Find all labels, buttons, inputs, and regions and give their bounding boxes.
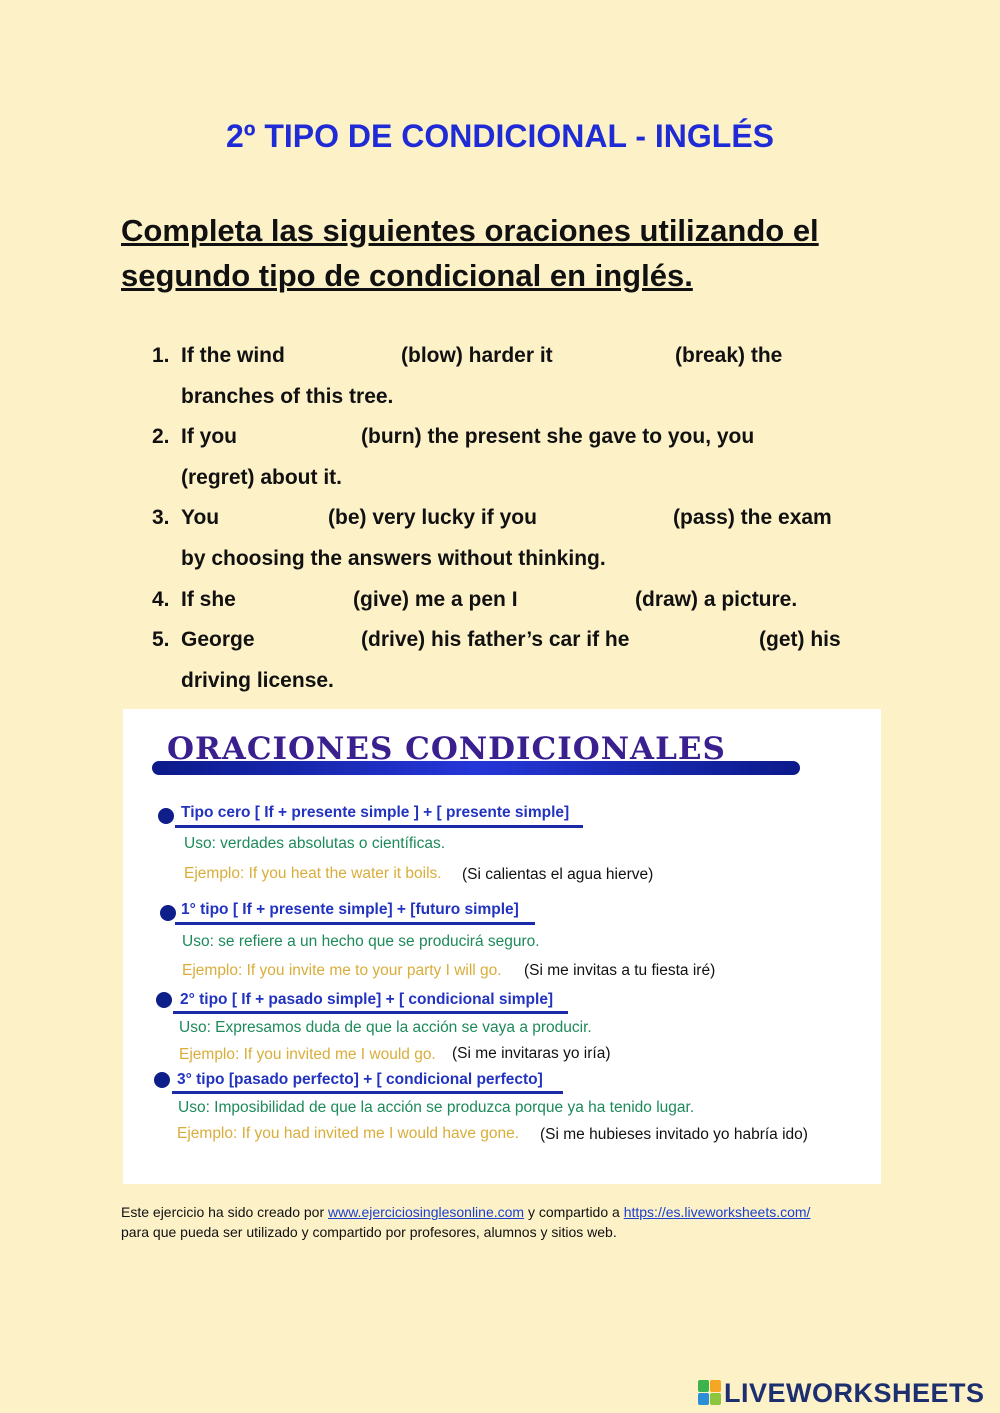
type-example: Ejemplo: If you invite me to your party I will go. xyxy=(182,962,502,979)
exercise-text: If she xyxy=(181,587,236,611)
exercise-number: 1. xyxy=(152,344,170,367)
bullet-icon xyxy=(156,992,172,1008)
type-example: Ejemplo: If you heat the water it boils. xyxy=(184,865,442,882)
bullet-icon xyxy=(154,1072,170,1088)
instruction-text: Completa las siguientes oraciones utilizando el segundo tipo de condicional en inglés. xyxy=(121,213,819,293)
type-label: 2° tipo [ If + pasado simple] + [ condicional simple] xyxy=(180,991,554,1008)
exercise-number: 2. xyxy=(152,425,170,449)
exercise-item-1 xyxy=(152,336,872,417)
label-underline xyxy=(175,825,583,828)
exercise-text: (be) very lucky if you xyxy=(328,506,537,530)
exercise-text: (blow) harder it xyxy=(401,344,553,367)
type-example: Ejemplo: If you had invited me I would have gone. xyxy=(177,1125,520,1142)
conditionals-reference-panel xyxy=(123,709,881,1184)
ejerciciosingles-link[interactable]: www.ejerciciosinglesonline.com xyxy=(328,1204,525,1220)
type-translation: (Si me invitas a tu fiesta iré) xyxy=(524,962,716,979)
exercise-text: (get) his xyxy=(759,628,841,652)
exercise-item-2 xyxy=(152,417,872,498)
exercise-number: 5. xyxy=(152,628,170,652)
exercise-text: driving license. xyxy=(181,668,334,692)
exercise-text: (give) me a pen I xyxy=(353,587,518,611)
exercise-text: If you xyxy=(181,425,237,449)
liveworksheets-wordmark: LIVEWORKSHEETS xyxy=(724,1377,985,1408)
type-translation: (Si me hubieses invitado yo habría ido) xyxy=(540,1126,808,1143)
exercise-text: by choosing the answers without thinking. xyxy=(181,546,606,570)
footer-credits xyxy=(121,1202,921,1242)
exercise-item-3 xyxy=(152,498,872,579)
exercise-text: George xyxy=(181,628,255,652)
exercise-text: (break) the xyxy=(675,344,783,367)
label-underline xyxy=(175,922,535,925)
type-usage: Uso: Expresamos duda de que la acción se vaya a producir. xyxy=(179,1019,592,1036)
footer-text: y compartido a xyxy=(527,1204,620,1220)
exercise-text: If the wind xyxy=(181,344,285,367)
exercise-text: (drive) his father’s car if he xyxy=(361,628,630,652)
liveworksheets-logo-icon xyxy=(698,1380,722,1406)
type-label: 3° tipo [pasado perfecto] + [ condicional perfecto] xyxy=(177,1071,543,1088)
footer-text: para que pueda ser utilizado y compartido por profesores, alumnos y sitios web. xyxy=(121,1224,617,1240)
exercise-text: branches of this tree. xyxy=(181,384,394,408)
type-translation: (Si me invitaras yo iría) xyxy=(452,1045,611,1062)
exercise-text: (burn) the present she gave to you, you xyxy=(361,425,755,449)
type-example: Ejemplo: If you invited me I would go. xyxy=(179,1046,436,1063)
footer-text: Este ejercicio ha sido creado por xyxy=(121,1204,325,1220)
exercise-text: (pass) the exam xyxy=(673,506,832,530)
exercise-list xyxy=(152,336,872,701)
page-title: 2º TIPO DE CONDICIONAL - INGLÉS xyxy=(225,118,775,154)
exercise-text: (regret) about it. xyxy=(181,465,342,489)
type-usage: Uso: Imposibilidad de que la acción se produzca porque ya ha tenido lugar. xyxy=(178,1099,695,1116)
label-underline xyxy=(173,1011,568,1014)
bullet-icon xyxy=(160,905,176,921)
exercise-text: You xyxy=(181,506,220,530)
exercise-number: 4. xyxy=(152,587,170,611)
type-usage: Uso: verdades absolutas o científicas. xyxy=(184,835,446,852)
bullet-icon xyxy=(158,808,174,824)
liveworksheets-logo xyxy=(698,1378,985,1408)
label-underline xyxy=(172,1091,563,1094)
panel-title: ORACIONES CONDICIONALES xyxy=(167,731,726,767)
type-label: 1° tipo [ If + presente simple] + [futuro simple] xyxy=(181,901,519,918)
exercise-item-5 xyxy=(152,620,872,701)
type-usage: Uso: se refiere a un hecho que se producirá seguro. xyxy=(182,933,540,950)
exercise-number: 3. xyxy=(152,506,170,530)
exercise-item-4 xyxy=(152,580,872,621)
type-translation: (Si calientas el agua hierve) xyxy=(462,866,654,883)
liveworksheets-link[interactable]: https://es.liveworksheets.com/ xyxy=(623,1204,811,1220)
exercise-text: (draw) a picture. xyxy=(635,587,798,611)
type-label: Tipo cero [ If + presente simple ] + [ presente simple] xyxy=(181,804,570,821)
